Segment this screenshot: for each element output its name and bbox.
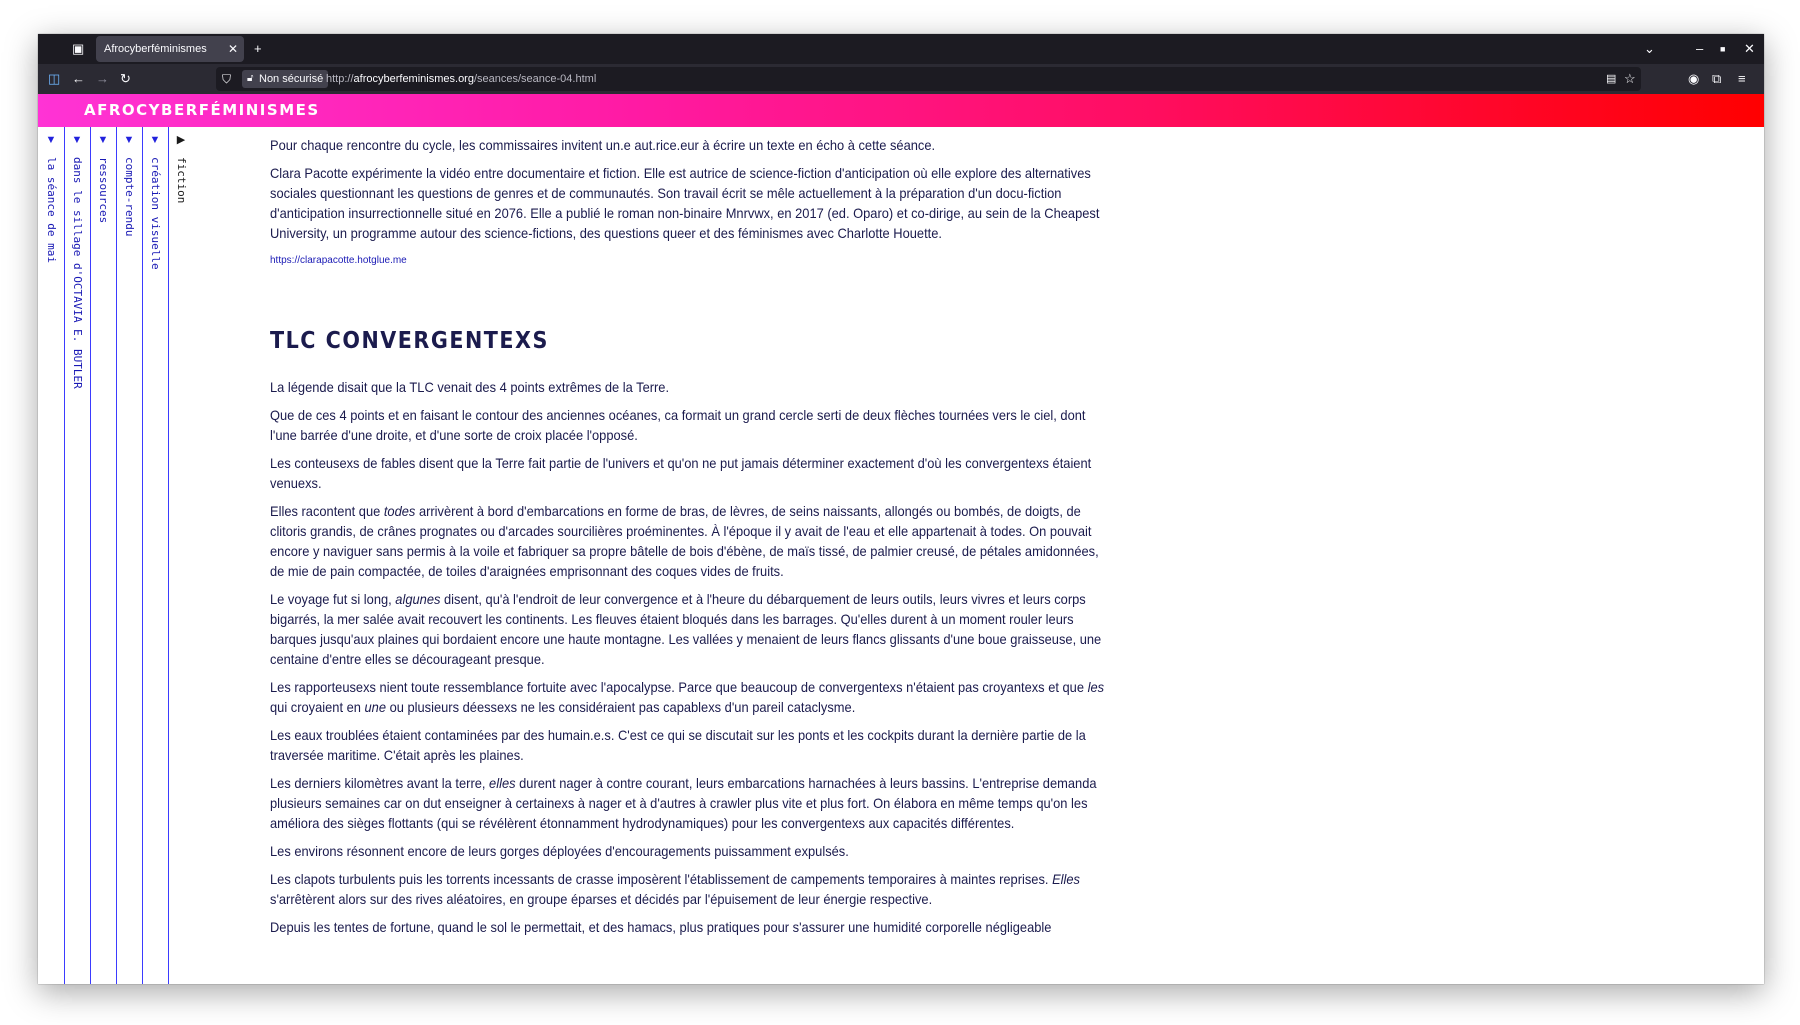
text-span: ou plusieurs déessexs ne les considéraient pas capablexs d'un pareil cataclysme. [386,699,856,715]
site-title[interactable]: AFROCYBERFÉMINISMES [84,101,320,119]
account-icon[interactable]: ◉ [1688,71,1700,86]
maximize-icon[interactable]: ■ [1720,44,1726,54]
url-path: /seances/seance-04.html [473,73,597,85]
text-span: arrivèrent à bord d'embarcations en forme de bras, de lèvres, de seins naissants, allongés ou bombés, de doigts, de clitoris grandis, de crânes prognates ou d'arcades sourcilières proéminentes. À l'époque il y avait de l'eau et elle appartenait à todes. On pouvait encore y naviguer sans permis à la voile et fabriquer sa propre bâtelle de bois d'ébène, de maïs tissé, de palmier creusé, de pétales amidonnées, de mie de pain compactée, de toiles d'araignées emprisonnant des coques vides de fruits. [270,503,1099,579]
tab-list-icon[interactable]: ▣ [72,41,85,56]
text-span: Les rapporteusexs nient toute ressemblance fortuite avec l'apocalypse. Parce que beaucoup de convergentexs n'étaient pas croyantexs et que [270,679,1088,695]
minimize-icon[interactable]: – [1696,41,1704,56]
url-domain: afrocyberfeminismes.org [353,73,474,85]
collapsed-arrow-icon[interactable]: ▶ [176,134,186,146]
story-paragraph-2: Que de ces 4 points et en faisant le contour des anciennes océanes, ca formait un grand cercle serti de deux flèches tournées vers le ciel, dont l'une barrée d'une droite, et d'une sorte de croix placée l'opposé. [270,407,1086,443]
url-prefix: http:// [326,73,354,85]
emphasis-text: todes [383,503,416,519]
author-link[interactable]: https://clarapacotte.hotglue.me [270,255,407,266]
sidebar-column-fiction[interactable] [168,127,194,984]
intro-paragraph: Pour chaque rencontre du cycle, les commissaires invitent un.e aut.rice.eur à écrire un texte en écho à cette séance. [270,137,936,153]
emphasis-text: Elles [1052,871,1081,887]
sidebar-column-ressources[interactable] [90,127,117,984]
navigation-bar [38,64,1764,94]
browser-window [38,34,1764,984]
story-paragraph-4 [270,501,1115,581]
story-title: TLC CONVERGENTEXS [270,328,549,354]
story-paragraph-1: La légende disait que la TLC venait des 4 points extrêmes de la Terre. [270,379,670,395]
emphasis-text: elles [489,775,516,791]
text-span: Les clapots turbulents puis les torrents incessants de crasse imposèrent l'établissement de campements temporaires à maintes reprises. [270,871,1053,887]
story-paragraph-5 [270,589,1115,669]
chevron-down-icon[interactable]: ⌄ [1644,41,1655,56]
text-span: s'arrêtèrent alors sur des rives aléatoires, en groupe éparses et décidés par l'épuisement de leur énergie respective. [270,891,933,907]
emphasis-text: algunes [395,591,441,607]
sidebar-label-octavia[interactable]: dans le sillage d'OCTAVIA E. BUTLER [71,157,84,389]
sidebar-icon[interactable]: ◫ [48,71,61,86]
reload-icon[interactable]: ↻ [120,71,131,86]
reader-view-icon[interactable]: ▤ [1606,73,1617,85]
url-text[interactable] [326,67,596,91]
emphasis-text: une [364,699,387,715]
emphasis-text: les [1087,679,1105,695]
story-paragraph-11: Depuis les tentes de fortune, quand le sol le permettait, et des hamacs, plus pratiques pour s'assurer une humidité corporelle négligeable [270,919,1052,935]
shield-icon[interactable]: ⛉ [222,72,232,86]
tab-active[interactable] [96,36,244,62]
sidebar-label-compte-rendu[interactable]: compte-rendu [123,157,136,237]
close-icon[interactable]: ✕ [227,42,238,56]
sidebar-label-creation-visuelle[interactable]: création visuelle [149,157,162,270]
sidebar-label-seance[interactable]: la séance de mai [45,157,58,263]
text-span: Les derniers kilomètres avant la terre, [270,775,490,791]
url-bar[interactable] [216,67,1641,91]
story-paragraph-3: Les conteusexs de fables disent que la Terre fait partie de l'univers et qu'on ne put jamais déterminer exactement d'où les convergentexs étaient venuexs. [270,455,1092,491]
back-icon[interactable]: ← [72,71,85,86]
expand-arrow-icon[interactable]: ▼ [71,134,83,146]
expand-arrow-icon[interactable]: ▼ [149,134,161,146]
bookmark-star-icon[interactable]: ☆ [1624,71,1636,86]
extensions-icon[interactable]: ⧉ [1712,71,1722,86]
sidebar-column-octavia[interactable] [64,127,91,984]
story-paragraph-8 [270,773,1115,833]
text-span: Elles racontent que [270,503,384,519]
lock-icon: 🔓︎ [247,73,254,84]
tab-title: Afrocyberféminismes [104,43,207,55]
window-close-icon[interactable]: ✕ [1744,41,1755,56]
sidebar-label-ressources[interactable]: ressources [97,157,110,224]
fiction-article [270,135,1120,945]
security-badge[interactable] [242,70,328,88]
sidebar-column-seance[interactable] [38,127,65,984]
text-span: disent, qu'à l'endroit de leur convergence et à l'heure du débarquement de leurs outils, leurs vivres et leurs corps bigarrés, la mer salée avait recouvert les continents. Les fleuves étaient bloqués dans les barrages. Qu'elles durent à un moment rouler leurs barques jusqu'aux plaines qui bordaient encore une haute montagne. Les vallées y menaient de leurs flancs glissants d'une boue graisseuse, une centaine d'entre elles se décourageant presque. [270,591,1102,667]
story-paragraph-7: Les eaux troublées étaient contaminées par des humain.e.s. C'est ce qui se discutait sur les ponts et les cockpits durant la dernière partie de la traversée maritime. C'était après les plaines. [270,727,1086,763]
sidebar-label-fiction[interactable]: fiction [175,157,188,204]
story-paragraph-6 [270,677,1115,717]
security-label: Non sécurisé [259,73,324,85]
site-header [38,94,1764,127]
sidebar-column-compte-rendu[interactable] [116,127,143,984]
expand-arrow-icon[interactable]: ▼ [97,134,109,146]
menu-icon[interactable]: ≡ [1738,71,1746,86]
author-bio: Clara Pacotte expérimente la vidéo entre documentaire et fiction. Elle est autrice de science-fiction d'anticipation où elle explore des alternatives sociales questionnant les questions de genres et de communautés. Son travail écrit se mêle actuellement à la préparation d'un docu-fiction d'anticipation insurrectionnelle situé en 2076. Elle a publié le roman non-binaire Mnrvwx, en 2017 (ed. Oparo) et co-dirige, au sein de la Cheapest University, un programme autour des science-fictions, des questions queer et des féminismes avec Charlotte Houette. [270,165,1100,241]
story-paragraph-10 [270,869,1115,909]
text-span: qui croyaient en [270,699,365,715]
new-tab-icon[interactable]: + [254,41,262,56]
story-paragraph-9: Les environs résonnent encore de leurs gorges déployées d'encouragements puissamment expulsés. [270,843,849,859]
expand-arrow-icon[interactable]: ▼ [45,134,57,146]
text-span: Le voyage fut si long, [270,591,396,607]
expand-arrow-icon[interactable]: ▼ [123,134,135,146]
sidebar-column-creation-visuelle[interactable] [142,127,169,984]
forward-icon: → [96,71,109,86]
tab-bar [38,34,1764,64]
text-span: durent nager à contre courant, leurs embarcations harnachées à leurs bassins. L'entreprise demanda plusieurs semaines car on dut enseigner à certainexs à nager et à d'autres à crawler plus vite et plus fort. On élabora en même temps qu'on les améliora des sièges flottants (qui se révélèrent étonnamment hydrodynamiques) pour les convergentexs aux capacités différentes. [270,775,1097,831]
